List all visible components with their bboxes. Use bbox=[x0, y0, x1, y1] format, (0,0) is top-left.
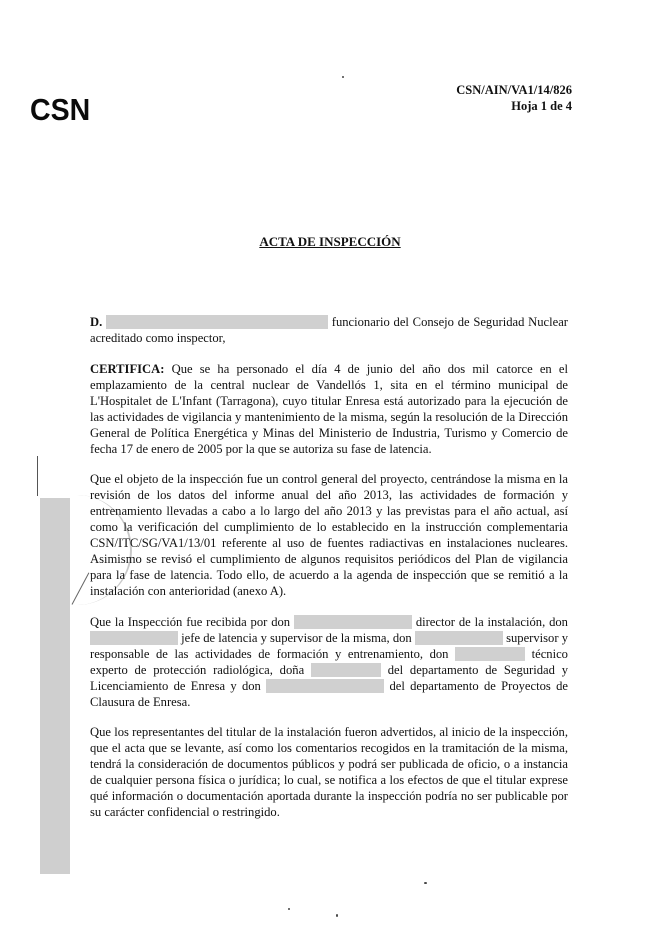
advertidos-text: Que los representantes del titular de la instalación fueron advertidos, al inicio de la inspección, que el acta que se levante, así como los comentarios recogidos en la tramitación de la misma, tendrá la consideración de documentos públicos y podrá ser publicada de oficio, o a instancia de cualquier persona física o jurídica; lo cual, se notifica a los efectos de que el titular exprese qué información o documentación aportada durante la inspección podría no ser publicable por su carácter confidencial o restringido. bbox=[90, 725, 568, 819]
redacted-name bbox=[455, 647, 525, 661]
redacted-name bbox=[311, 663, 381, 677]
recibida-text-5: técnico experto de protección radiológica, doña bbox=[90, 646, 568, 677]
paragraph-objeto bbox=[90, 471, 568, 599]
margin-mark bbox=[37, 456, 38, 496]
certifica-text: Que se ha personado el día 4 de junio del año dos mil catorce en el emplazamiento de la central nuclear de Vandellós 1, sita en el término municipal de L'Hospitalet de L'Infant (Tarragona), cuyo titular Enresa está autorizado para la ejecución de las actividades de vigilancia y mantenimiento de la misma, según la resolución de la Dirección General de Política Energética y Minas del Ministerio de Industria, Turismo y Comercio de fecha 17 de enero de 2005 por la que se autoriza su fase de latencia. bbox=[90, 361, 568, 456]
recibida-text-6: del departamento de Seguridad y Licenciamiento de Enresa y don bbox=[90, 662, 568, 693]
recibida-text-2: director de la instalación, don bbox=[415, 614, 568, 629]
redacted-name bbox=[266, 679, 384, 693]
document-body bbox=[90, 314, 568, 835]
page-number: Hoja 1 de 4 bbox=[511, 99, 572, 113]
scan-speck bbox=[342, 76, 344, 78]
redacted-name bbox=[415, 631, 503, 645]
paragraph-recibida bbox=[90, 614, 568, 710]
redacted-name bbox=[294, 615, 412, 629]
inspector-prefix: D. bbox=[90, 315, 103, 329]
recibida-text-3: jefe de latencia y supervisor de la misma, don bbox=[181, 630, 412, 645]
document-title: ACTA DE INSPECCIÓN bbox=[259, 234, 401, 249]
scan-speck bbox=[424, 882, 427, 884]
csn-logo: CSN bbox=[30, 92, 91, 127]
recibida-text-1: Que la Inspección fue recibida por don bbox=[90, 614, 291, 629]
redacted-name bbox=[90, 631, 178, 645]
scan-speck bbox=[288, 908, 290, 910]
document-header bbox=[456, 82, 572, 114]
recibida-text-7: del departamento de Proyectos de Clausura de Enresa. bbox=[90, 678, 568, 709]
paragraph-advertidos bbox=[90, 724, 568, 820]
document-reference: CSN/AIN/VA1/14/826 bbox=[456, 83, 572, 97]
recibida-text-4: supervisor y responsable de las actividades de formación y entrenamiento, don bbox=[90, 630, 569, 661]
paragraph-inspector bbox=[90, 314, 568, 346]
redacted-name bbox=[106, 315, 328, 329]
inspector-role: funcionario del Consejo de Seguridad Nuclear acreditado como inspector, bbox=[90, 315, 568, 345]
certifica-label: CERTIFICA: bbox=[90, 361, 165, 376]
objeto-text: Que el objeto de la inspección fue un control general del proyecto, centrándose la misma en la revisión de los datos del informe anual del año 2013, las actividades de formación y entrenamiento llevadas a cabo a lo largo del año 2013 y las previstas para el año actual, así como la verificación del cumplimiento de lo establecido en la instrucción complementaria CSN/ITC/SG/VA1/13/01 referente al uso de fuentes radiactivas en instalaciones nucleares. Asimismo se revisó el cumplimiento de algunos requisitos periódicos del Plan de vigilancia para la fase de latencia. Todo ello, de acuerdo a la agenda de inspección que se remitió a la instalación con anterioridad (anexo A). bbox=[90, 472, 568, 598]
scan-speck bbox=[336, 914, 338, 917]
paragraph-certifica bbox=[90, 361, 568, 457]
